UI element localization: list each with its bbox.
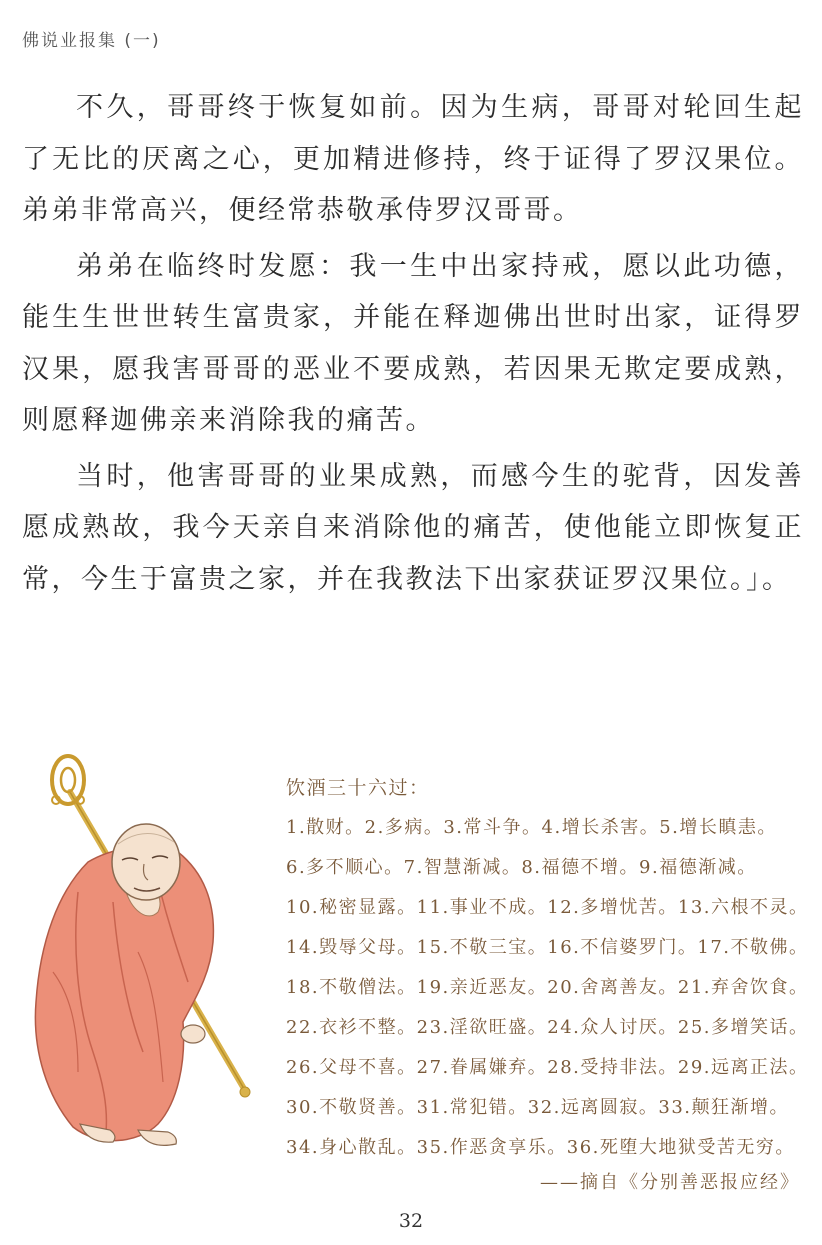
list-item: 14.毁辱父母。15.不敬三宝。16.不信婆罗门。17.不敬佛。 xyxy=(286,937,809,958)
paragraph: 不久，哥哥终于恢复如前。因为生病，哥哥对轮回生起了无比的厌离之心，更加精进修持，终于证得了罗汉果位。弟弟非常高兴，便经常恭敬承侍罗汉哥哥。 xyxy=(22,92,804,226)
list-item: 30.不敬贤善。31.常犯错。32.远离圆寂。33.颠狂渐增。 xyxy=(286,1097,790,1118)
source-citation: ——摘自《分别善恶报应经》 xyxy=(540,1172,800,1193)
main-text xyxy=(22,82,804,609)
list-item: 1.散财。2.多病。3.常斗争。4.增长杀害。5.增长瞋恚。 xyxy=(286,817,777,838)
paragraph: 弟弟在临终时发愿：我一生中出家持戒，愿以此功德，能生生世世转生富贵家，并能在释迦佛出世时出家，证得罗汉果，愿我害哥哥的恶业不要成熟，若因果无欺定要成熟，则愿释迦佛亲来消除我的痛苦。 xyxy=(22,250,804,436)
monk-illustration xyxy=(18,752,263,1152)
paragraph: 当时，他害哥哥的业果成熟，而感今生的驼背，因发善愿成熟故，我今天亲自来消除他的痛苦，使他能立即恢复正常，今生于富贵之家，并在我教法下出家获证罗汉果位。」。 xyxy=(22,460,804,595)
list-item: 6.多不顺心。7.智慧渐减。8.福德不增。9.福德渐减。 xyxy=(286,857,757,878)
list-item: 10.秘密显露。11.事业不成。12.多增忧苦。13.六根不灵。 xyxy=(286,897,809,918)
box-title: 饮酒三十六过： xyxy=(286,777,430,799)
running-header: 佛说业报集 (一) xyxy=(22,31,161,51)
list-item: 18.不敬僧法。19.亲近恶友。20.舍离善友。21.弃舍饮食。 xyxy=(286,977,809,998)
list-item: 22.衣衫不整。23.淫欲旺盛。24.众人讨厌。25.多增笑话。 xyxy=(286,1017,809,1038)
page-number: 32 xyxy=(398,1210,424,1232)
list-item: 26.父母不喜。27.眷属嫌弃。28.受持非法。29.远离正法。 xyxy=(286,1057,809,1078)
list-item: 34.身心散乱。35.作恶贪享乐。36.死堕大地狱受苦无穷。 xyxy=(286,1137,795,1158)
drinking-faults-box xyxy=(286,768,811,1168)
